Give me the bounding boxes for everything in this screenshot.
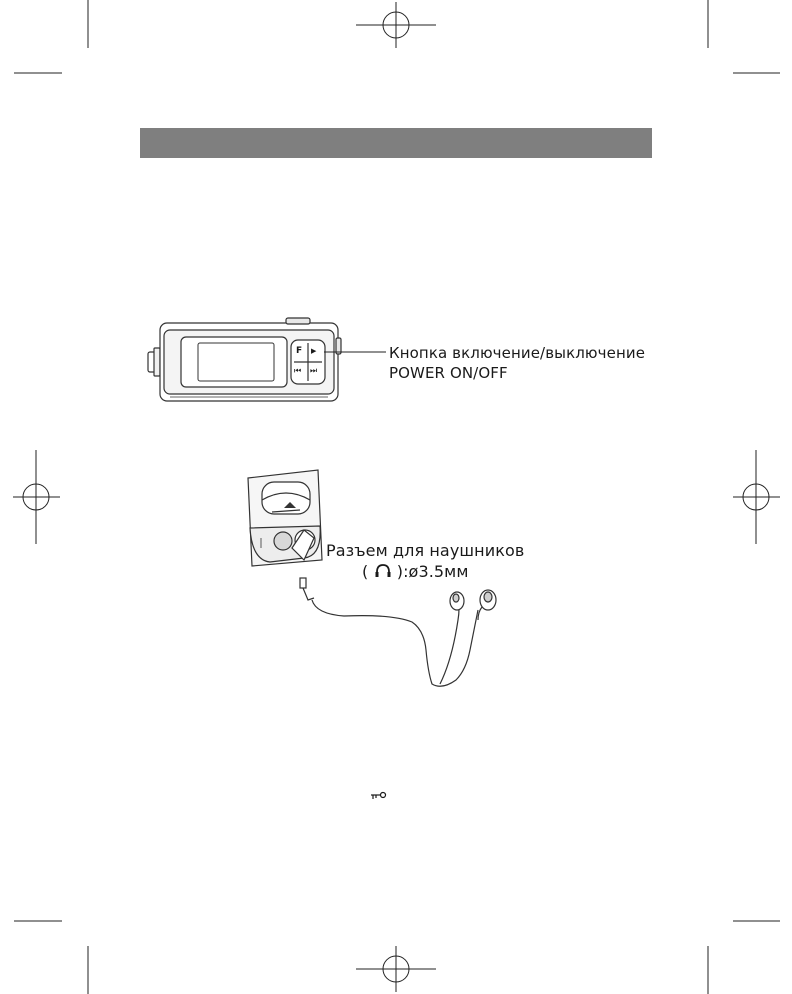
previous-key-icon: ⏮ bbox=[294, 366, 302, 375]
power-button-label-en: POWER ON/OFF bbox=[389, 364, 508, 382]
spec-paren-close: ) bbox=[396, 562, 404, 581]
jack-diameter: :ø3.5мм bbox=[403, 562, 469, 581]
power-button-label-ru: Кнопка включение/выключение bbox=[389, 344, 646, 362]
next-key-icon: ⏭ bbox=[310, 366, 318, 375]
headphone-jack-label: Разъем для наушников bbox=[326, 541, 525, 560]
f-key-label: F bbox=[296, 346, 303, 356]
spec-paren-open: ( bbox=[362, 562, 369, 581]
play-key-icon: ▶ bbox=[311, 347, 317, 355]
